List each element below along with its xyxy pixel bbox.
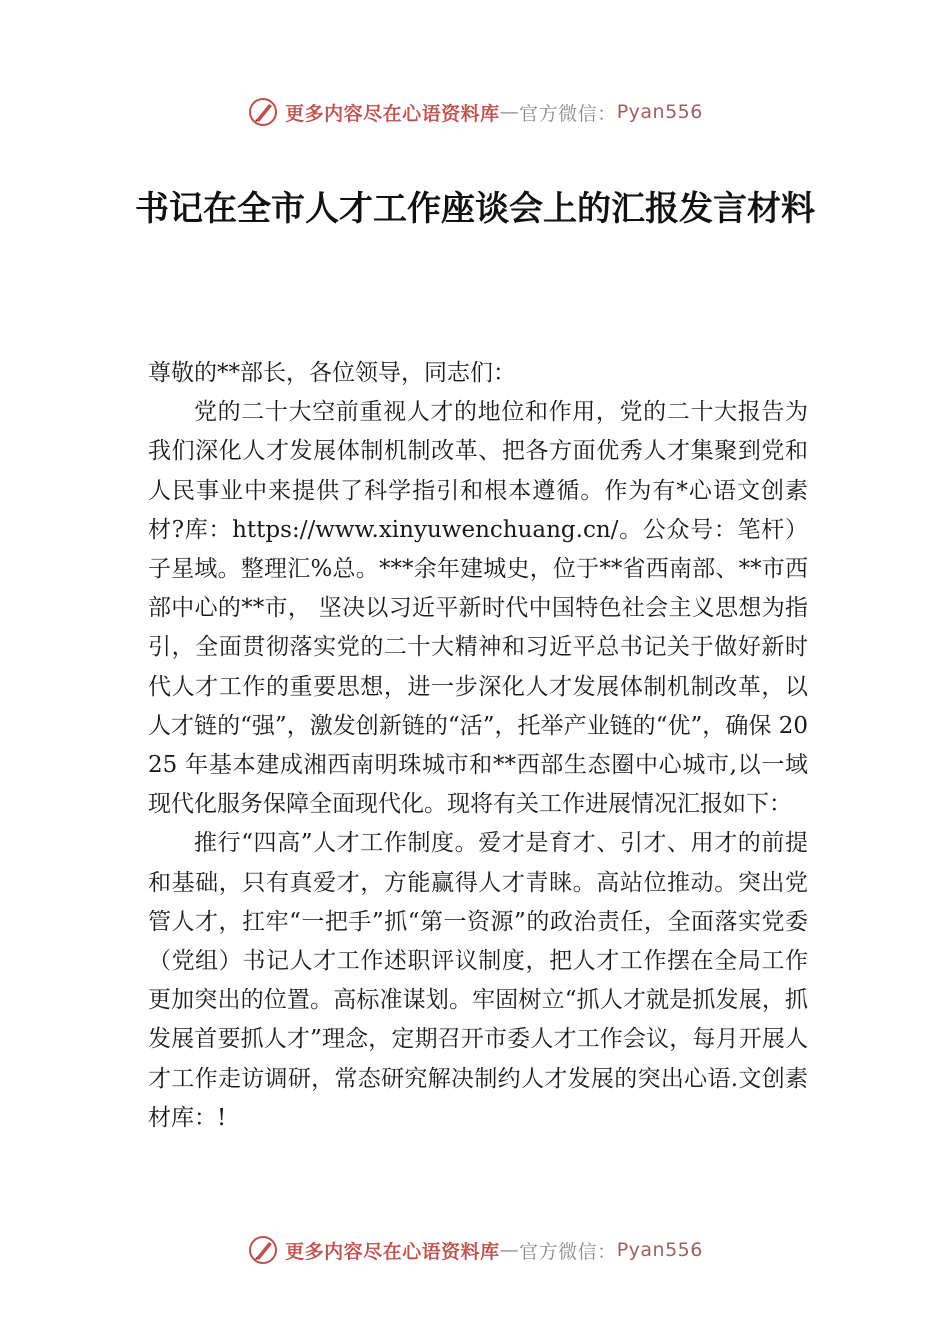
banner-dash: —: [499, 101, 520, 123]
paragraph-talent-system: 推行“四高”人才工作制度。爱才是育才、引才、用才的前提和基础，只有真爱才，方能赢得人才青睐。高站位推动。突出党管人才，扛牢“一把手”抓“第一资源”的政治责任，全面落实党委（党组）书记人才工作述职评议制度，把人才工作摆在全局工作更加突出的位置。高标准谋划。牢固树立“抓人才就是抓发展，抓发展首要抓人才”理念，定期召开市委人才工作会议，每月开展人才工作走访调研，常态研究解决制约人才发展的突出心语.文创素材库：!: [148, 830, 808, 1131]
banner-brand-text: 更多内容尽在心语资料库: [285, 102, 500, 125]
banner-wechat-label: 官方微信：: [519, 1240, 617, 1263]
quill-seal-icon: [247, 1234, 279, 1266]
footer-watermark-banner: [0, 1234, 950, 1266]
salutation: 尊敬的**部长，各位领导，同志们：: [148, 360, 516, 386]
banner-brand-text: 更多内容尽在心语资料库: [285, 1240, 500, 1263]
document-body: [148, 354, 808, 1138]
paragraph-intro: 党的二十大空前重视人才的地位和作用，党的二十大报告为我们深化人才发展体制机制改革、把各方面优秀人才集聚到党和人民事业中来提供了科学指引和根本遵循。作为有*心语文创素材?库：https://www.xinyuwenchuang.cn/。公众号：笔杆）子星域。整理汇%总。***余年建城史，位于**省西南部、**市西部中心的**市， 坚决以习近平新时代中国特色社会主义思想为指引，全面贯彻落实党的二十大精神和习近平总书记关于做好新时代人才工作的重要思想，进一步深化人才发展体制机制改革，以人才链的“强”，激发创新链的“活”，托举产业链的“优”，确保 2025 年基本建成湘西南明珠城市和**西部生态圈中心城市,以一域现代化服务保障全面现代化。现将有关工作进展情况汇报如下：: [148, 399, 808, 818]
banner-dash: —: [499, 1239, 520, 1261]
banner-wechat-id: Pyan556: [616, 101, 703, 123]
banner-wechat-label: 官方微信：: [519, 102, 617, 125]
banner-wechat-id: Pyan556: [616, 1239, 703, 1261]
quill-seal-icon: [247, 96, 279, 128]
document-title: 书记在全市人才工作座谈会上的汇报发言材料: [135, 189, 815, 229]
header-watermark-banner: [0, 96, 950, 128]
